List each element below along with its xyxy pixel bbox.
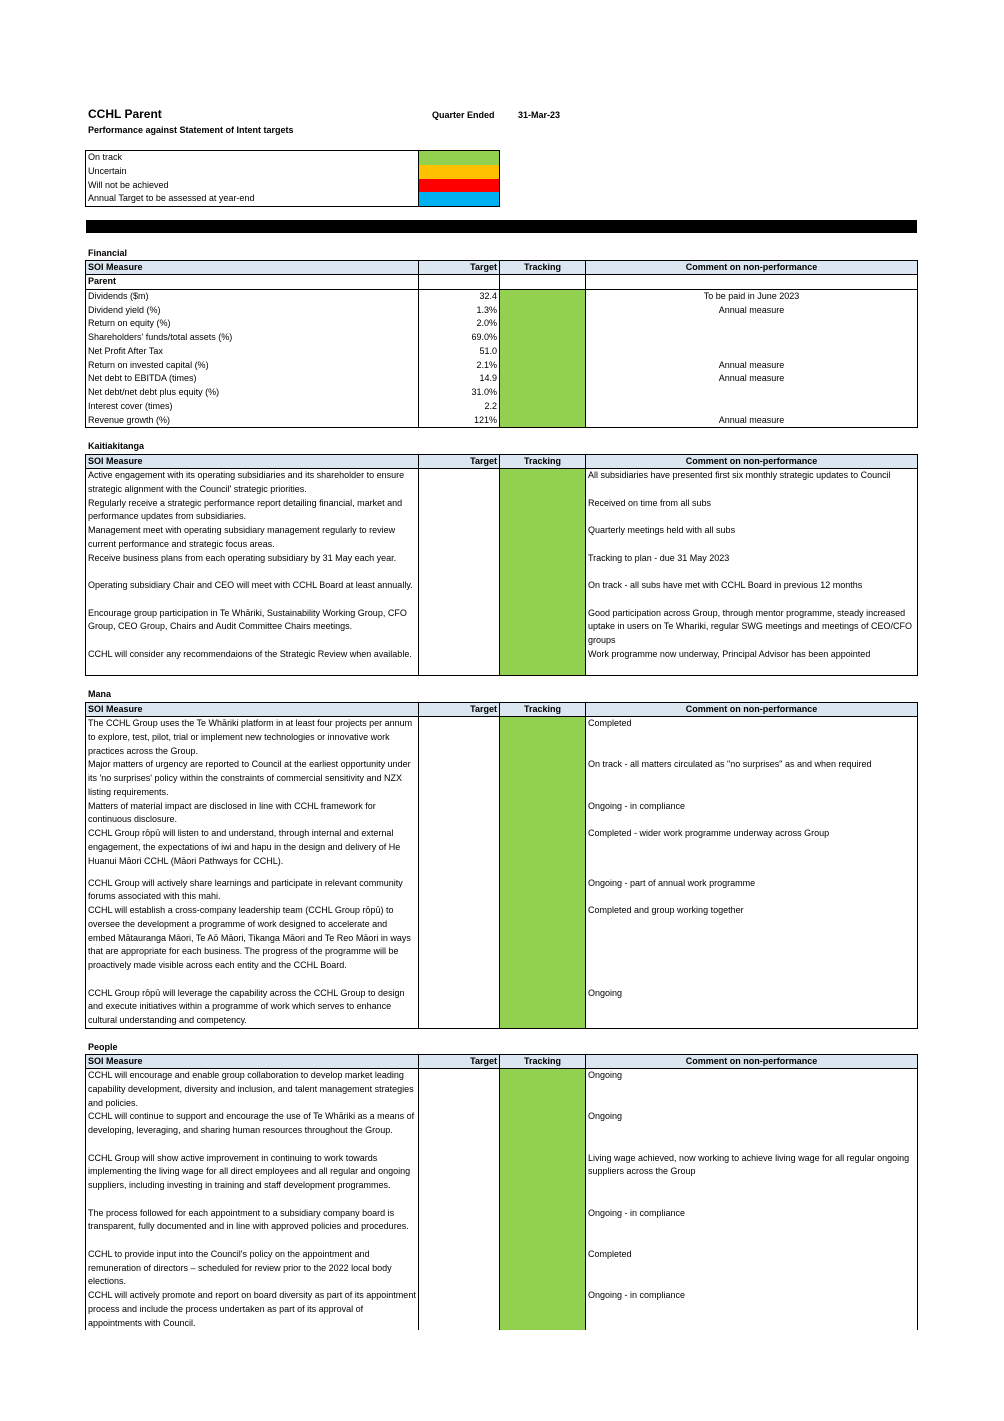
legend-row-on-track xyxy=(86,151,499,165)
table-row xyxy=(86,345,918,359)
tracking-status xyxy=(500,552,586,580)
tracking-status xyxy=(500,524,586,552)
table-row xyxy=(86,552,918,580)
soi-measure: Net Profit After Tax xyxy=(86,345,419,359)
tracking-status xyxy=(500,386,586,400)
financial-table-body xyxy=(86,275,918,428)
soi-measure: CCHL will consider any recommendaions of the Strategic Review when available. xyxy=(86,648,419,676)
tracking-status xyxy=(500,289,586,303)
table-row xyxy=(86,289,918,303)
target-value xyxy=(419,1207,500,1248)
table-row xyxy=(86,497,918,525)
table-row xyxy=(86,469,918,497)
status-legend xyxy=(85,150,500,207)
financial-table xyxy=(85,260,918,428)
soi-measure: CCHL will establish a cross-company leadership team (CCHL Group rōpū) to oversee the development a programme of work designed to accelerate and embed Mātauranga Māori, Te Aō Māori, Tikanga Māori and Te Reo Māori in ways that are appropriate for each business. The progress of the programme will be proactively made visible across each entity and the CCHL Board. xyxy=(86,904,419,987)
mana-table xyxy=(85,702,918,1029)
target-value xyxy=(419,648,500,676)
target-value xyxy=(419,524,500,552)
page-subtitle: Performance against Statement of Intent targets xyxy=(88,125,294,135)
soi-measure: CCHL to provide input into the Council's policy on the appointment and remuneration of directors – scheduled for review prior to the 2022 local body elections. xyxy=(86,1248,419,1289)
comment xyxy=(586,331,918,345)
soi-measure: The process followed for each appointment to a subsidiary company board is transparent, fully documented and in line with approved policies and procedures. xyxy=(86,1207,419,1248)
comment: All subsidiaries have presented first six monthly strategic updates to Council xyxy=(586,469,918,497)
col-header-comment: Comment on non-performance xyxy=(586,261,918,275)
table-row xyxy=(86,1289,918,1330)
table-header-row xyxy=(86,1055,918,1069)
target-value xyxy=(419,552,500,580)
tracking-status xyxy=(500,497,586,525)
table-row xyxy=(86,800,918,828)
table-row xyxy=(86,1248,918,1289)
people-table xyxy=(85,1054,918,1330)
col-header-measure: SOI Measure xyxy=(86,703,419,717)
table-row xyxy=(86,1207,918,1248)
tracking-status xyxy=(500,987,586,1029)
comment: Annual measure xyxy=(586,304,918,318)
empty-cell xyxy=(419,275,500,290)
soi-measure: Interest cover (times) xyxy=(86,400,419,414)
tracking-status xyxy=(500,372,586,386)
target-value xyxy=(419,987,500,1029)
comment: Quarterly meetings held with all subs xyxy=(586,524,918,552)
soi-measure: CCHL Group rōpū will leverage the capability across the CCHL Group to design and execute initiatives within a programme of work which serves to enhance cultural understanding and competency. xyxy=(86,987,419,1029)
table-row xyxy=(86,414,918,428)
table-row xyxy=(86,904,918,987)
soi-measure: Regularly receive a strategic performance report detailing financial, market and performance updates from subsidiaries. xyxy=(86,497,419,525)
target-value xyxy=(419,1289,500,1330)
tracking-status xyxy=(500,400,586,414)
table-row xyxy=(86,524,918,552)
tracking-status xyxy=(500,1110,586,1151)
mana-table-body xyxy=(86,717,918,1029)
target-value xyxy=(419,758,500,799)
table-row xyxy=(86,386,918,400)
tracking-status xyxy=(500,331,586,345)
table-row xyxy=(86,400,918,414)
legend-swatch xyxy=(419,151,499,165)
legend-row-will-not-be-achieved xyxy=(86,179,499,193)
col-header-comment: Comment on non-performance xyxy=(586,1055,918,1069)
comment: Ongoing - part of annual work programme xyxy=(586,877,918,905)
col-header-tracking: Tracking xyxy=(500,261,586,275)
comment: Ongoing xyxy=(586,987,918,1029)
kaitiakitanga-table xyxy=(85,454,918,676)
table-row xyxy=(86,717,918,759)
soi-measure: Major matters of urgency are reported to Council at the earliest opportunity under its 'no surprises' policy within the constraints of commercial sensitivity and NZX listing requirements. xyxy=(86,758,419,799)
legend-row-annual-target xyxy=(86,192,499,206)
target-value xyxy=(419,469,500,497)
comment: Completed xyxy=(586,717,918,759)
table-row xyxy=(86,987,918,1029)
soi-measure: The CCHL Group uses the Te Whāriki platform in at least four projects per annum to explore, test, pilot, trial or implement new technologies or innovative work practices across the Group. xyxy=(86,717,419,759)
comment: Good participation across Group, through mentor programme, steady increased uptake in users on Te Whariki, regular SWG meetings and meetings of CEO/CFO groups xyxy=(586,607,918,648)
table-row xyxy=(86,359,918,373)
soi-measure: Matters of material impact are disclosed in line with CCHL framework for continuous disclosure. xyxy=(86,800,419,828)
table-row xyxy=(86,827,918,877)
col-header-target: Target xyxy=(419,1055,500,1069)
col-header-target: Target xyxy=(419,261,500,275)
target-value: 2.0% xyxy=(419,317,500,331)
tracking-status xyxy=(500,469,586,497)
page-title: CCHL Parent xyxy=(88,107,162,121)
comment: Tracking to plan - due 31 May 2023 xyxy=(586,552,918,580)
comment: Completed and group working together xyxy=(586,904,918,987)
soi-measure: Dividends ($m) xyxy=(86,289,419,303)
legend-swatch xyxy=(419,165,499,179)
soi-measure: CCHL will continue to support and encourage the use of Te Whāriki as a means of developing, leveraging, and sharing human resources throughout the Group. xyxy=(86,1110,419,1151)
col-header-comment: Comment on non-performance xyxy=(586,703,918,717)
comment: Annual measure xyxy=(586,414,918,428)
target-value: 1.3% xyxy=(419,304,500,318)
comment: Completed - wider work programme underway across Group xyxy=(586,827,918,877)
table-row xyxy=(86,758,918,799)
soi-measure: Encourage group participation in Te Whāriki, Sustainability Working Group, CFO Group, CEO Group, Chairs and Audit Committee Chairs meetings. xyxy=(86,607,419,648)
quarter-date: 31-Mar-23 xyxy=(518,110,561,120)
comment: Living wage achieved, now working to achieve living wage for all regular ongoing suppliers across the Group xyxy=(586,1152,918,1207)
tracking-status xyxy=(500,827,586,877)
tracking-status xyxy=(500,1248,586,1289)
table-row xyxy=(86,648,918,676)
table-header-row xyxy=(86,455,918,469)
target-value xyxy=(419,497,500,525)
comment xyxy=(586,317,918,331)
table-row xyxy=(86,607,918,648)
table-row xyxy=(86,317,918,331)
table-header-row xyxy=(86,703,918,717)
target-value xyxy=(419,1152,500,1207)
col-header-tracking: Tracking xyxy=(500,455,586,469)
comment xyxy=(586,400,918,414)
legend-swatch xyxy=(419,192,499,206)
target-value xyxy=(419,877,500,905)
comment: Annual measure xyxy=(586,372,918,386)
quarter-label: Quarter Ended xyxy=(432,110,495,120)
soi-measure: Net debt/net debt plus equity (%) xyxy=(86,386,419,400)
soi-measure: Operating subsidiary Chair and CEO will meet with CCHL Board at least annually. xyxy=(86,579,419,607)
tracking-status xyxy=(500,304,586,318)
table-subheader-row xyxy=(86,275,918,290)
soi-measure: Management meet with operating subsidiary management regularly to review current performance and strategic focus areas. xyxy=(86,524,419,552)
target-value xyxy=(419,827,500,877)
tracking-status xyxy=(500,648,586,676)
group-label: Parent xyxy=(86,275,419,290)
empty-cell xyxy=(500,275,586,290)
table-row xyxy=(86,1152,918,1207)
legend-label: Uncertain xyxy=(86,165,419,179)
table-row xyxy=(86,372,918,386)
table-row xyxy=(86,1069,918,1111)
target-value: 32.4 xyxy=(419,289,500,303)
comment: Ongoing - in compliance xyxy=(586,1289,918,1330)
tracking-status xyxy=(500,414,586,428)
target-value xyxy=(419,607,500,648)
table-row xyxy=(86,877,918,905)
table-row xyxy=(86,579,918,607)
comment xyxy=(586,345,918,359)
target-value: 51.0 xyxy=(419,345,500,359)
soi-measure: Receive business plans from each operating subsidiary by 31 May each year. xyxy=(86,552,419,580)
tracking-status xyxy=(500,607,586,648)
soi-measure: Dividend yield (%) xyxy=(86,304,419,318)
soi-measure: Revenue growth (%) xyxy=(86,414,419,428)
soi-measure: Net debt to EBITDA (times) xyxy=(86,372,419,386)
soi-measure: CCHL will actively promote and report on board diversity as part of its appointment process and include the process undertaken as part of its approval of appointments with Council. xyxy=(86,1289,419,1330)
tracking-status xyxy=(500,579,586,607)
kaitiakitanga-table-body xyxy=(86,469,918,676)
tracking-status xyxy=(500,1069,586,1111)
target-value xyxy=(419,800,500,828)
soi-measure: CCHL Group will show active improvement in continuing to work towards implementing the living wage for all direct employees and all regular and ongoing suppliers, including investing in training and staff development programmes. xyxy=(86,1152,419,1207)
tracking-status xyxy=(500,717,586,759)
legend-row-uncertain xyxy=(86,165,499,179)
soi-measure: Shareholders' funds/total assets (%) xyxy=(86,331,419,345)
comment: Annual measure xyxy=(586,359,918,373)
target-value xyxy=(419,1248,500,1289)
soi-measure: CCHL will encourage and enable group collaboration to develop market leading capability development, diversity and inclusion, and talent management strategies and policies. xyxy=(86,1069,419,1111)
comment: Ongoing xyxy=(586,1069,918,1111)
col-header-target: Target xyxy=(419,703,500,717)
comment: On track - all subs have met with CCHL Board in previous 12 months xyxy=(586,579,918,607)
comment: Ongoing xyxy=(586,1110,918,1151)
table-row xyxy=(86,304,918,318)
tracking-status xyxy=(500,1289,586,1330)
section-divider-bar xyxy=(86,220,917,233)
soi-measure: Active engagement with its operating subsidiaries and its shareholder to ensure strategic alignment with the Council' strategic priorities. xyxy=(86,469,419,497)
target-value: 14.9 xyxy=(419,372,500,386)
col-header-measure: SOI Measure xyxy=(86,1055,419,1069)
legend-label: Will not be achieved xyxy=(86,179,419,193)
col-header-measure: SOI Measure xyxy=(86,261,419,275)
soi-measure: CCHL Group will actively share learnings and participate in relevant community forums associated with this mahi. xyxy=(86,877,419,905)
section-title-people: People xyxy=(88,1042,118,1052)
empty-cell xyxy=(586,275,918,290)
section-title-financial: Financial xyxy=(88,248,128,258)
col-header-measure: SOI Measure xyxy=(86,455,419,469)
legend-swatch xyxy=(419,179,499,193)
target-value: 31.0% xyxy=(419,386,500,400)
col-header-comment: Comment on non-performance xyxy=(586,455,918,469)
table-row xyxy=(86,1110,918,1151)
tracking-status xyxy=(500,345,586,359)
section-title-kaitiakitanga: Kaitiakitanga xyxy=(88,441,145,451)
target-value xyxy=(419,717,500,759)
soi-measure: Return on invested capital (%) xyxy=(86,359,419,373)
target-value: 2.1% xyxy=(419,359,500,373)
comment xyxy=(586,386,918,400)
tracking-status xyxy=(500,359,586,373)
section-title-mana: Mana xyxy=(88,689,112,699)
tracking-status xyxy=(500,1207,586,1248)
tracking-status xyxy=(500,758,586,799)
comment: Work programme now underway, Principal Advisor has been appointed xyxy=(586,648,918,676)
table-header-row xyxy=(86,261,918,275)
soi-measure: CCHL Group rōpū will listen to and understand, through internal and external engagement, the expectations of iwi and hapu in the design and delivery of He Huanui Māori CCHL (Māori Pathways for CCHL). xyxy=(86,827,419,877)
target-value xyxy=(419,904,500,987)
comment: To be paid in June 2023 xyxy=(586,289,918,303)
target-value: 69.0% xyxy=(419,331,500,345)
comment: On track - all matters circulated as "no surprises" as and when required xyxy=(586,758,918,799)
tracking-status xyxy=(500,1152,586,1207)
col-header-target: Target xyxy=(419,455,500,469)
target-value xyxy=(419,1110,500,1151)
tracking-status xyxy=(500,317,586,331)
target-value xyxy=(419,579,500,607)
tracking-status xyxy=(500,877,586,905)
comment: Received on time from all subs xyxy=(586,497,918,525)
target-value: 2.2 xyxy=(419,400,500,414)
comment: Ongoing - in compliance xyxy=(586,800,918,828)
col-header-tracking: Tracking xyxy=(500,703,586,717)
tracking-status xyxy=(500,904,586,987)
legend-label: Annual Target to be assessed at year-end xyxy=(86,192,419,206)
soi-measure: Return on equity (%) xyxy=(86,317,419,331)
target-value: 121% xyxy=(419,414,500,428)
legend-label: On track xyxy=(86,151,419,165)
comment: Ongoing - in compliance xyxy=(586,1207,918,1248)
tracking-status xyxy=(500,800,586,828)
col-header-tracking: Tracking xyxy=(500,1055,586,1069)
people-table-body xyxy=(86,1069,918,1331)
table-row xyxy=(86,331,918,345)
comment: Completed xyxy=(586,1248,918,1289)
target-value xyxy=(419,1069,500,1111)
